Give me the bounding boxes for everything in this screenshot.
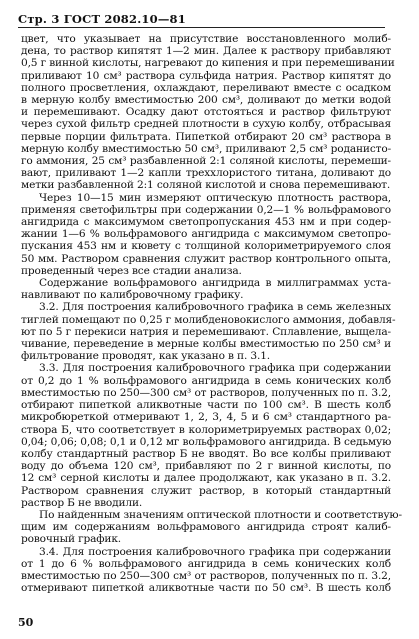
text-line: метки разбавленной 2:1 соляной кислотой и снова перемешивают. <box>21 179 391 192</box>
text-line: применяя светофильтры при содержании 0,2—1 % вольфрамового <box>21 203 391 216</box>
text-line: первые порции фильтрата. Пипеткой отбирают 20 см³ раствора в <box>21 130 391 143</box>
text-line: 0,5 г винной кислоты, нагревают до кипения и при перемешивании <box>21 57 395 70</box>
paragraph-content-graph <box>21 277 391 301</box>
text-line: ровочный график. <box>21 533 122 546</box>
document-body <box>21 33 402 595</box>
text-line: мерную колбу вместимостью 50 см³, приливают 2,5 см³ роданисто- <box>21 142 391 155</box>
text-line: жании 1—6 % вольфрамового ангидрида с максимумом светопро- <box>21 228 391 241</box>
text-line: 50 мм. Раствором сравнения служит раствор контрольного опыта, <box>21 252 391 265</box>
text-line: и перемешивают. Осадку дают отстояться и раствор фильтруют <box>21 106 391 119</box>
paragraph-graph-build <box>21 508 402 546</box>
text-line: от 0,2 до 1 % вольфрамового ангидрида в семь конических колб <box>21 374 391 387</box>
text-line: Раствором сравнения служит раствор, в который стандартный <box>21 484 391 497</box>
text-line: 3.4. Для построения калибровочного графика при содержании <box>39 545 391 558</box>
section-3-2 <box>21 301 396 363</box>
text-line: цвет, что указывает на присутствие восстановленного молиб- <box>21 33 391 45</box>
text-line: ют по 5 г перекиси натрия и перемешивают. Сплавление, выщела- <box>21 325 391 338</box>
text-line: пускания 453 нм и кювету с толщиной колориметрируемого слоя <box>21 240 391 253</box>
text-line: микробюреткой отмеривают 1, 2, 3, 4, 5 и 6 см³ стандартного ра- <box>21 411 391 424</box>
text-line: проведенный через все стадии анализа. <box>21 264 242 277</box>
paragraph-measurement <box>21 192 391 277</box>
text-line: от 1 до 6 % вольфрамового ангидрида в семь конических колб <box>21 557 391 570</box>
text-line: дена, то раствор кипятят 1—2 мин. Далее к раствору прибавляют <box>21 45 391 58</box>
text-line: раствор Б не вводили. <box>21 496 143 509</box>
text-line: 0,04; 0,06; 0,08; 0,1 и 0,12 мг вольфрамового ангидрида. В седьмую <box>21 435 392 448</box>
text-line: отбирают пипеткой аликвотные части по 100 см³. В шесть колб <box>21 399 391 412</box>
text-line: го аммония, 25 см³ разбавленной 2:1 соляной кислоты, перемеши- <box>21 155 391 168</box>
text-line: ангидрида с максимумом светопропускания 453 нм и при содер- <box>21 216 391 229</box>
header-rule <box>18 27 385 28</box>
text-line: колбу стандартный раствор Б не вводят. Во все колбы приливают <box>21 447 391 460</box>
text-line: 3.3. Для построения калибровочного графика при содержании <box>39 362 391 375</box>
paragraph-continuation <box>21 33 395 192</box>
section-3-3 <box>21 362 391 508</box>
text-line: Через 10—15 мин измеряют оптическую плотность раствора, <box>39 191 391 204</box>
text-line: в мерную колбу вместимостью 200 см³, доливают до метки водой <box>21 94 391 107</box>
text-line: навливают по калибровочному графику. <box>21 289 244 302</box>
text-line: полного просветления, охлаждают, переливают вместе с осадком <box>21 81 391 94</box>
text-line: воду до объема 120 см³, прибавляют по 2 г винной кислоты, по <box>21 460 391 473</box>
text-line: 12 см³ серной кислоты и далее продолжают, как указано в п. 3.2. <box>21 472 391 485</box>
text-line: фильтрование проводят, как указано в п. 3.1. <box>21 350 271 363</box>
text-line: вместимостью по 250—300 см³ от растворов, полученных по п. 3.2, <box>21 386 391 399</box>
text-line: створа Б, что соответствует в колориметрируемых растворах 0,02; <box>21 423 391 436</box>
text-line: через сухой фильтр средней плотности в сухую колбу, отбрасывая <box>21 118 391 131</box>
text-line: Содержание вольфрамового ангидрида в миллиграммах уста- <box>39 277 391 290</box>
text-line: вместимостью по 250—300 см³ от растворов, полученных по п. 3.2, <box>21 569 391 582</box>
text-line: тиглей помещают по 0,25 г молибденовокислого аммония, добавля- <box>21 313 396 326</box>
text-line: отмеривают пипеткой аликвотные части по 50 см³. В шесть колб <box>21 582 391 595</box>
text-line: вают, приливают 1—2 капли треххлористого титана, доливают до <box>21 167 391 180</box>
page-header: Стр. 3 ГОСТ 2082.10—81 <box>18 12 186 26</box>
text-line: щим им содержаниям вольфрамового ангидрида строят калиб- <box>21 521 391 534</box>
text-line: По найденным значениям оптической плотности и соответствую- <box>39 508 402 521</box>
text-line: приливают 10 см³ раствора сульфида натрия. Раствор кипятят до <box>21 69 391 82</box>
text-line: 3.2. Для построения калибровочного графика в семь железных <box>39 301 391 314</box>
page-number: 50 <box>18 616 34 629</box>
text-line: чивание, переведение в мерные колбы вместимостью по 250 см³ и <box>21 338 391 351</box>
section-3-4 <box>21 546 391 595</box>
